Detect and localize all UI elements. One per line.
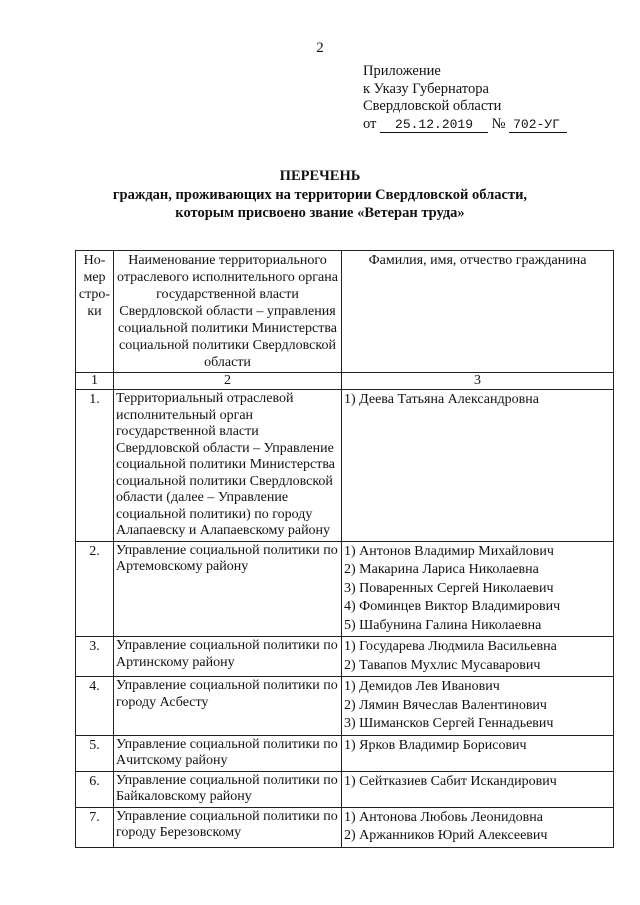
veterans-table <box>75 250 614 848</box>
table-row <box>76 390 614 542</box>
citizen-name: 1) Государева Людмила Васильевна <box>344 639 557 654</box>
column-numbers-row <box>76 373 614 390</box>
table-row <box>76 637 614 677</box>
citizen-name: 1) Антонова Любовь Леонидовна <box>344 809 543 825</box>
table-row <box>76 677 614 736</box>
citizens-list <box>342 771 614 807</box>
row-number: 7. <box>76 807 114 847</box>
organization-name: Управление социальной политики по Артинскому району <box>114 637 342 677</box>
row-number: 6. <box>76 771 114 807</box>
appendix-date-line <box>363 116 567 134</box>
citizen-name: 5) Шабунина Галина Николаевна <box>344 617 542 633</box>
decree-number: 702-УГ <box>509 118 567 133</box>
appendix-line-2: к Указу Губернатора <box>363 80 489 97</box>
from-label: от <box>363 115 377 132</box>
organization-name: Управление социальной политики по Ачитскому району <box>114 735 342 771</box>
organization-name: Управление социальной политики по городу Березовскому <box>114 807 342 847</box>
table-row <box>76 771 614 807</box>
number-label: № <box>491 115 506 132</box>
organization-name: Управление социальной политики по Артемовскому району <box>114 541 342 637</box>
table-header-row <box>76 251 614 373</box>
citizens-list <box>342 677 614 736</box>
row-number: 2. <box>76 541 114 637</box>
citizens-list <box>342 807 614 847</box>
citizen-name: 1) Ярков Владимир Борисович <box>344 737 527 753</box>
citizen-name: 3) Поваренных Сергей Николаевич <box>344 580 554 596</box>
citizen-name: 1) Сейтказиев Сабит Искандирович <box>344 773 557 789</box>
row-number: 4. <box>76 677 114 736</box>
appendix-block <box>363 63 567 133</box>
row-number: 5. <box>76 735 114 771</box>
table-row <box>76 541 614 637</box>
column-number: 3 <box>342 373 614 390</box>
citizen-name: 2) Макарина Лариса Николаевна <box>344 562 539 577</box>
column-number: 1 <box>76 373 114 390</box>
organization-name: Территориальный отраслевой исполнительный орган государственной власти Свердловской области – Управление социальной политики Министерства социальной политики Свердловской области (далее – Управление социальной политики) по городу Алапаевску и Алапаевскому району <box>114 390 342 542</box>
citizen-name: 2) Аржанников Юрий Алексеевич <box>344 828 548 843</box>
organization-name: Управление социальной политики по городу Асбесту <box>114 677 342 736</box>
table-row <box>76 807 614 847</box>
citizens-list <box>342 541 614 637</box>
citizen-name: 3) Шимансков Сергей Геннадьевич <box>344 716 554 731</box>
header-full-name: Фамилия, имя, отчество гражданина <box>342 251 614 373</box>
organization-name: Управление социальной политики по Байкаловскому району <box>114 771 342 807</box>
column-number: 2 <box>114 373 342 390</box>
document-title: ПЕРЕЧЕНЬ <box>279 168 361 184</box>
citizen-name: 1) Деева Татьяна Александровна <box>344 392 539 407</box>
appendix-line-3: Свердловской области <box>363 98 502 114</box>
citizen-name: 1) Демидов Лев Иванович <box>344 679 500 694</box>
decree-date: 25.12.2019 <box>380 118 488 133</box>
citizens-list <box>342 637 614 677</box>
citizen-name: 2) Лямин Вячеслав Валентинович <box>344 697 547 713</box>
citizens-list <box>342 390 614 542</box>
citizen-name: 2) Тавапов Мухлис Мусаварович <box>344 657 541 673</box>
citizens-list <box>342 735 614 771</box>
row-number: 3. <box>76 637 114 677</box>
document-subtitle-line-2: которым присвоено звание «Ветеран труда» <box>175 205 465 221</box>
header-organization: Наименование территориального отраслевого исполнительного органа государственной власти Свердловской области – управления социальной политики Министерства социальной политики Свердловской области <box>114 251 342 373</box>
page-number: 2 <box>316 40 324 56</box>
document-subtitle-line-1: граждан, проживающих на территории Свердловской области, <box>112 187 528 203</box>
appendix-line-1: Приложение <box>363 63 441 79</box>
header-row-number: Но- мер стро- ки <box>76 251 114 373</box>
citizen-name: 1) Антонов Владимир Михайлович <box>344 543 554 559</box>
row-number: 1. <box>76 390 114 542</box>
citizen-name: 4) Фоминцев Виктор Владимирович <box>344 599 561 614</box>
table-row <box>76 735 614 771</box>
